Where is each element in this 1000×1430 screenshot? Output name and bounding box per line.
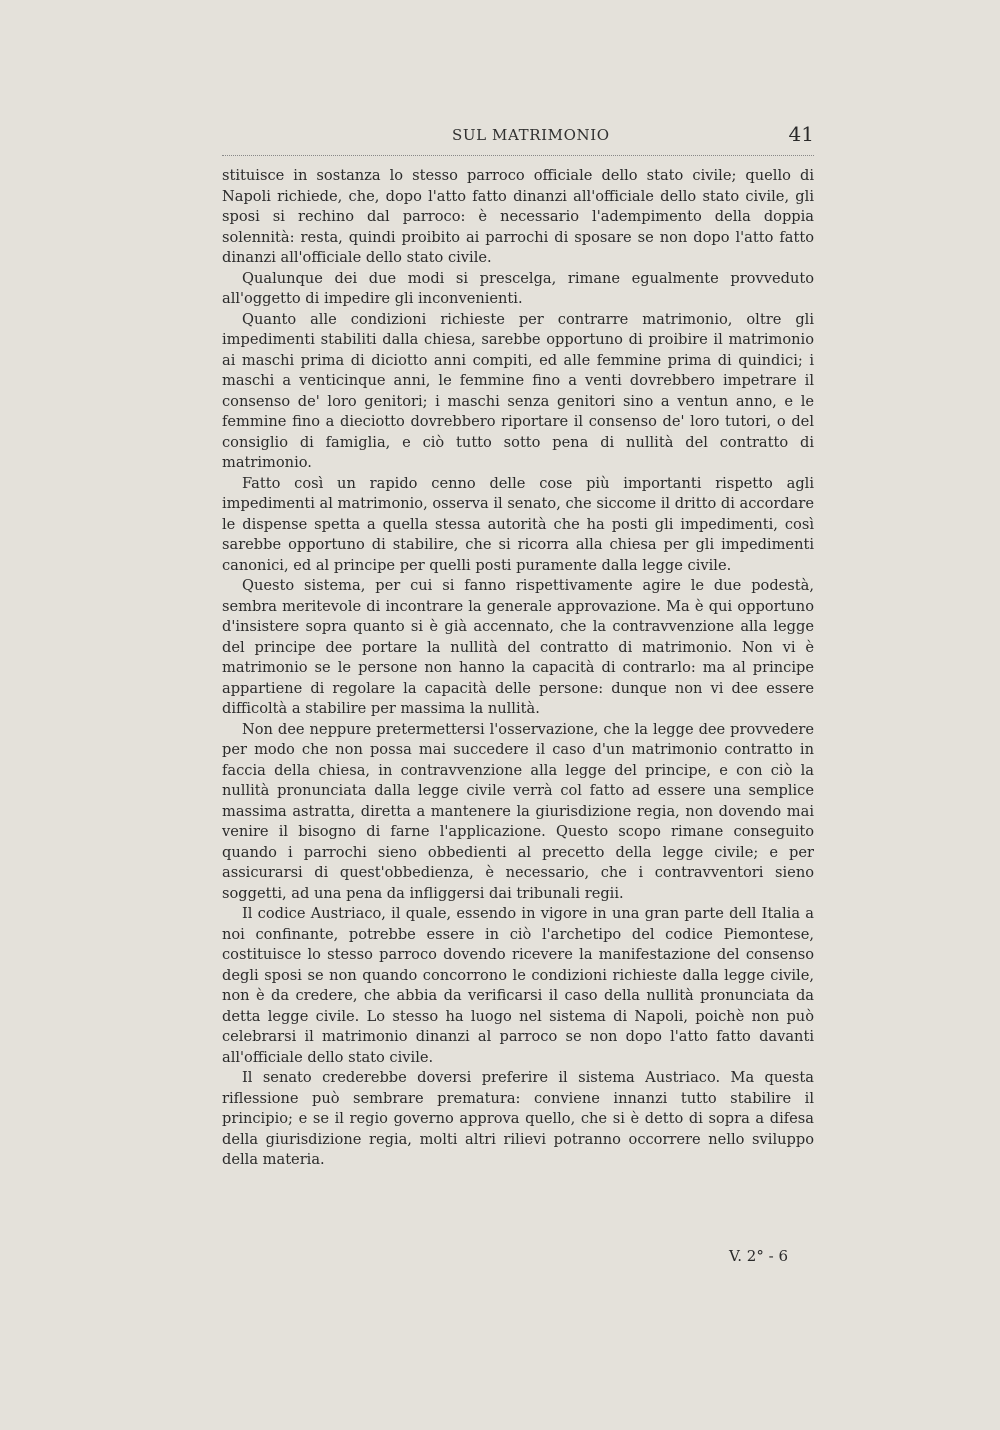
paragraph: Il senato crederebbe doversi preferire il sistema Austriaco. Ma questa riflessione può sembrare prematura: conviene innanzi tutto stabilire il principio; e se il regio governo approva quello, che si è detto di sopra a difesa della giurisdizione regia, molti altri rilievi potranno occorrere nello sviluppo della materia.: [222, 1069, 814, 1168]
paragraph: Fatto così un rapido cenno delle cose più importanti rispetto agli impedimenti al matrimonio, osserva il senato, che siccome il dritto di accordare le dispense spetta a quella stessa autorità che ha posti gli impedimenti, così sarebbe opportuno di stabilire, che si ricorra alla chiesa per gli impedimenti canonici, ed al principe per quelli posti puramente dalla legge civile.: [222, 474, 814, 574]
signature-mark: V. 2° - 6: [729, 1247, 788, 1265]
paragraph: Quanto alle condizioni richieste per contrarre matrimonio, oltre gli impedimenti stabiliti dalla chiesa, sarebbe opportuno di proibire il matrimonio ai maschi prima di diciotto anni compiti, ed alle femmine prima di quindici; i maschi a venticinque anni, le femmine fino a venti dovrebbero impetrare il consenso de' loro genitori; i maschi senza genitori sino a ventun anno, e le femmine fino a dieciotto dovrebbero riportare il consenso de' loro tutori, o del consiglio di famiglia, e ciò tutto sotto pena di nullità del contratto di matrimonio.: [222, 310, 814, 471]
page-number: 41: [788, 122, 814, 146]
paragraph: stituisce in sostanza lo stesso parroco officiale dello stato civile; quello di Napoli richiede, che, dopo l'atto fatto dinanzi all'officiale dello stato civile, gli sposi si rechino dal parroco: è necessario l'adempimento della doppia solennità: resta, quindi proibito ai parrochi di sposare se non dopo l'atto fatto dinanzi all'officiale dello stato civile.: [222, 167, 814, 266]
paragraph: Qualunque dei due modi si prescelga, rimane egualmente provveduto all'oggetto di impedire gli inconvenienti.: [222, 269, 814, 307]
header-rule: [222, 155, 814, 156]
paragraph: Non dee neppure pretermettersi l'osservazione, che la legge dee provvedere per modo che non possa mai succedere il caso d'un matrimonio contratto in faccia della chiesa, in contravvenzione alla legge del principe, e con ciò la nullità pronunciata dalla legge civile verrà col fatto ad essere una semplice massima astratta, diretta a mantenere la giurisdizione regia, non dovendo mai venire il bisogno di farne l'applicazione. Questo scopo rimane conseguito quando i parrochi sieno obbedienti al precetto della legge civile; e per assicurarsi di quest'obbedienza, è necessario, che i contravventori sieno soggetti, ad una pena da infliggersi dai tribunali regii.: [222, 720, 814, 902]
body-text: [222, 166, 814, 1171]
paragraph: Il codice Austriaco, il quale, essendo in vigore in una gran parte dell Italia a noi confinante, potrebbe essere in ciò l'archetipo del codice Piemontese, costituisce lo stesso parroco dovendo ricevere la manifestazione del consenso degli sposi se non quando concorrono le condizioni richieste dalla legge civile, non è da credere, che abbia da verificarsi il caso della nullità pronunciata da detta legge civile. Lo stesso ha luogo nel sistema di Napoli, poichè non può celebrarsi il matrimonio dinanzi al parroco se non dopo l'atto fatto davanti all'officiale dello stato civile.: [222, 905, 814, 1066]
running-title: SUL MATRIMONIO: [452, 126, 610, 144]
paragraph: Questo sistema, per cui si fanno rispettivamente agire le due podestà, sembra meritevole di incontrare la generale approvazione. Ma è qui opportuno d'insistere sopra quanto si è già accennato, che la contravvenzione alla legge del principe dee portare la nullità del contratto di matrimonio. Non vi è matrimonio se le persone non hanno la capacità di contrarlo: ma al principe appartiene di regolare la capacità delle persone: dunque non vi dee essere difficoltà a stabilire per massima la nullità.: [222, 577, 814, 717]
page-header: [222, 120, 814, 156]
